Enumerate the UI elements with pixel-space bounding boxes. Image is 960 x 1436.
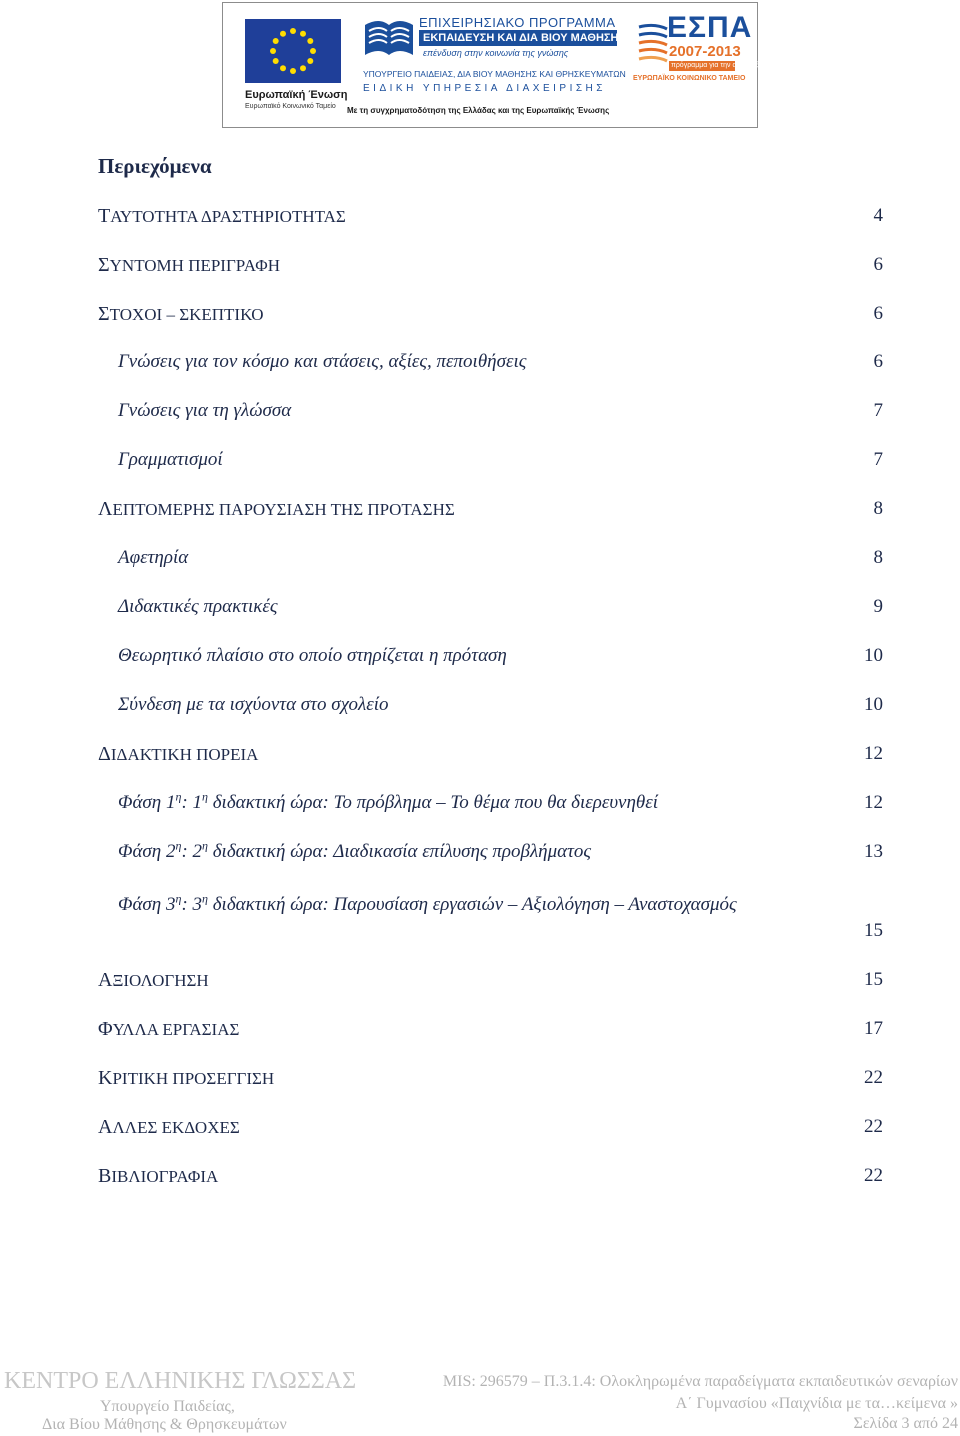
toc-entry[interactable] [98, 1018, 883, 1048]
toc-entry-label: Γνώσεις για τη γλώσσα [118, 400, 292, 421]
toc-entry-page: 7 [873, 400, 883, 421]
toc-entry-label: Σύνδεση με τα ισχύοντα στο σχολείο [118, 694, 389, 715]
toc-entry-page: 8 [873, 547, 883, 568]
toc-entry-label: Φάση $3^\eta$: $3^\eta$ διδακτική ώρα: Παρουσίαση εργασιών – Αξιολόγηση – Αναστοχασμός [118, 891, 737, 915]
toc-entry-label: Διδακτικές πρακτικές [118, 596, 278, 617]
toc-entry[interactable] [98, 303, 883, 333]
toc-entry-label: Φάση $1^\eta$: $1^\eta$ διδακτική ώρα: Το πρόβλημα – Το θέμα που θα διερευνηθεί [118, 789, 659, 813]
toc-entry-label: ΔΙΔΑΚΤΙΚΗ ΠΟΡΕΙΑ [98, 743, 259, 765]
header-logo-banner [222, 2, 763, 128]
program-book-icon [363, 15, 415, 59]
toc-entry-page: 10 [864, 645, 883, 666]
espa-fund-name: ΕΥΡΩΠΑΪΚΟ ΚΟΙΝΩΝΙΚΟ ΤΑΜΕΙΟ [633, 75, 746, 82]
toc-entry[interactable] [98, 743, 883, 773]
toc-entry-page: 15 [864, 920, 883, 941]
toc-entry-page: 4 [873, 205, 883, 226]
toc-entry-page: 22 [864, 1067, 883, 1088]
toc-subentry[interactable] [118, 547, 883, 577]
cofunding-note: Με τη συγχρηματοδότηση της Ελλάδας και της Ευρωπαϊκής Ένωσης [347, 106, 610, 115]
toc-entry-label: ΑΛΛΕΣ ΕΚΔΟΧΕΣ [98, 1116, 240, 1138]
toc-entry[interactable] [98, 1116, 883, 1146]
toc-entry-page: 15 [864, 969, 883, 990]
program-subtitle: ΕΚΠΑΙΔΕΥΣΗ ΚΑΙ ΔΙΑ ΒΙΟΥ ΜΑΘΗΣΗ [419, 30, 617, 46]
toc-entry[interactable] [98, 969, 883, 999]
toc-entry-page: 9 [873, 596, 883, 617]
footer-ministry-line2: Δια Βίου Μάθησης & Θρησκευμάτων [42, 1416, 287, 1433]
footer-center-name: ΚΕΝΤΡΟ ΕΛΛΗΝΙΚΗΣ ΓΛΩΣΣΑΣ [4, 1368, 357, 1394]
toc-entry[interactable] [98, 1067, 883, 1097]
espa-tagline: πρόγραμμα για την ανάπτυξη [671, 62, 763, 69]
toc-entry-label: ΣΤΟΧΟΙ – ΣΚΕΠΤΙΚΟ [98, 303, 264, 325]
footer-mis: MIS: 296579 – Π.3.1.4: Ολοκληρωμένα παραδείγματα εκπαιδευτικών σεναρίων [442, 1373, 958, 1390]
toc-subentry[interactable] [118, 891, 883, 941]
toc-entry-label: Φάση $2^\eta$: $2^\eta$ διδακτική ώρα: Διαδικασία επίλυσης προβλήματος [118, 838, 592, 862]
program-slogan: επένδυση στην κοινωνία της γνώσης [423, 48, 569, 58]
toc-subentry[interactable] [118, 449, 883, 479]
footer-ministry-line1: Υπουργείο Παιδείας, [100, 1398, 235, 1415]
toc-entry-label: ΛΕΠΤΟΜΕΡΗΣ ΠΑΡΟΥΣΙΑΣΗ ΤΗΣ ΠΡΟΤΑΣΗΣ [98, 498, 455, 520]
eu-title: Ευρωπαϊκή Ένωση [245, 89, 348, 101]
toc-entry-label: Γραμματισμοί [118, 449, 223, 470]
toc-entry-label: Αφετηρία [118, 547, 189, 568]
toc-entry-label: ΒΙΒΛΙΟΓΡΑΦΙΑ [98, 1165, 219, 1187]
toc-entry-label: Θεωρητικό πλαίσιο στο οποίο στηρίζεται η πρόταση [118, 645, 507, 666]
toc-entry-page: 6 [873, 303, 883, 324]
toc-entry-page: 8 [873, 498, 883, 519]
toc-entry[interactable] [98, 1165, 883, 1195]
toc-entry-label: ΣΥΝΤΟΜΗ ΠΕΡΙΓΡΑΦΗ [98, 254, 280, 276]
footer-page-number: Σελίδα 3 από 24 [853, 1415, 958, 1432]
toc-entry-page: 17 [864, 1018, 883, 1039]
espa-logo-text: ΕΣΠΑ [667, 11, 753, 44]
toc-subentry[interactable] [118, 645, 883, 675]
toc-entry-label: ΦΥΛΛΑ ΕΡΓΑΣΙΑΣ [98, 1018, 240, 1040]
toc-entry-label: ΑΞΙΟΛΟΓΗΣΗ [98, 969, 209, 991]
toc-entry-page: 12 [864, 743, 883, 764]
espa-swoosh-icon [635, 17, 669, 73]
espa-years: 2007-2013 [669, 43, 741, 60]
toc-entry[interactable] [98, 498, 883, 528]
toc-subentry[interactable] [118, 351, 883, 381]
toc-entry-page: 7 [873, 449, 883, 470]
toc-subentry[interactable] [118, 789, 883, 822]
eu-subtitle: Ευρωπαϊκό Κοινωνικό Ταμείο [245, 103, 336, 110]
toc-subentry[interactable] [118, 838, 883, 871]
toc-entry-label: Γνώσεις για τον κόσμο και στάσεις, αξίες, πεποιθήσεις [118, 351, 527, 372]
ministry-name: ΥΠΟΥΡΓΕΙΟ ΠΑΙΔΕΙΑΣ, ΔΙΑ ΒΙΟΥ ΜΑΘΗΣΗΣ ΚΑΙ ΘΡΗΣΚΕΥΜΑΤΩΝ [363, 69, 626, 79]
toc-entry-page: 6 [873, 351, 883, 372]
toc-entry-page: 10 [864, 694, 883, 715]
eu-flag-icon [245, 19, 341, 83]
footer-scenario: Α΄ Γυμνασίου «Παιχνίδια με τα…κείμενα » [675, 1395, 958, 1412]
toc-subentry[interactable] [118, 694, 883, 724]
toc-subentry[interactable] [118, 596, 883, 626]
toc-entry-page: 22 [864, 1116, 883, 1137]
management-service: ΕΙΔΙΚΗ ΥΠΗΡΕΣΙΑ ΔΙΑΧΕΙΡΙΣΗΣ [363, 83, 606, 94]
toc-entry-page: 6 [873, 254, 883, 275]
toc-entry-label: ΚΡΙΤΙΚΗ ΠΡΟΣΕΓΓΙΣΗ [98, 1067, 275, 1089]
toc-heading: Περιεχόμενα [98, 154, 212, 178]
toc-entry[interactable] [98, 205, 883, 235]
toc-entry-page: 13 [864, 841, 883, 862]
toc-entry-label: ΤΑΥΤΟΤΗΤΑ ΔΡΑΣΤΗΡΙΟΤΗΤΑΣ [98, 205, 346, 227]
program-title: ΕΠΙΧΕΙΡΗΣΙΑΚΟ ΠΡΟΓΡΑΜΜΑ [419, 15, 616, 30]
toc-subentry[interactable] [118, 400, 883, 430]
toc-entry[interactable] [98, 254, 883, 284]
toc-entry-page: 22 [864, 1165, 883, 1186]
toc-entry-page: 12 [864, 792, 883, 813]
